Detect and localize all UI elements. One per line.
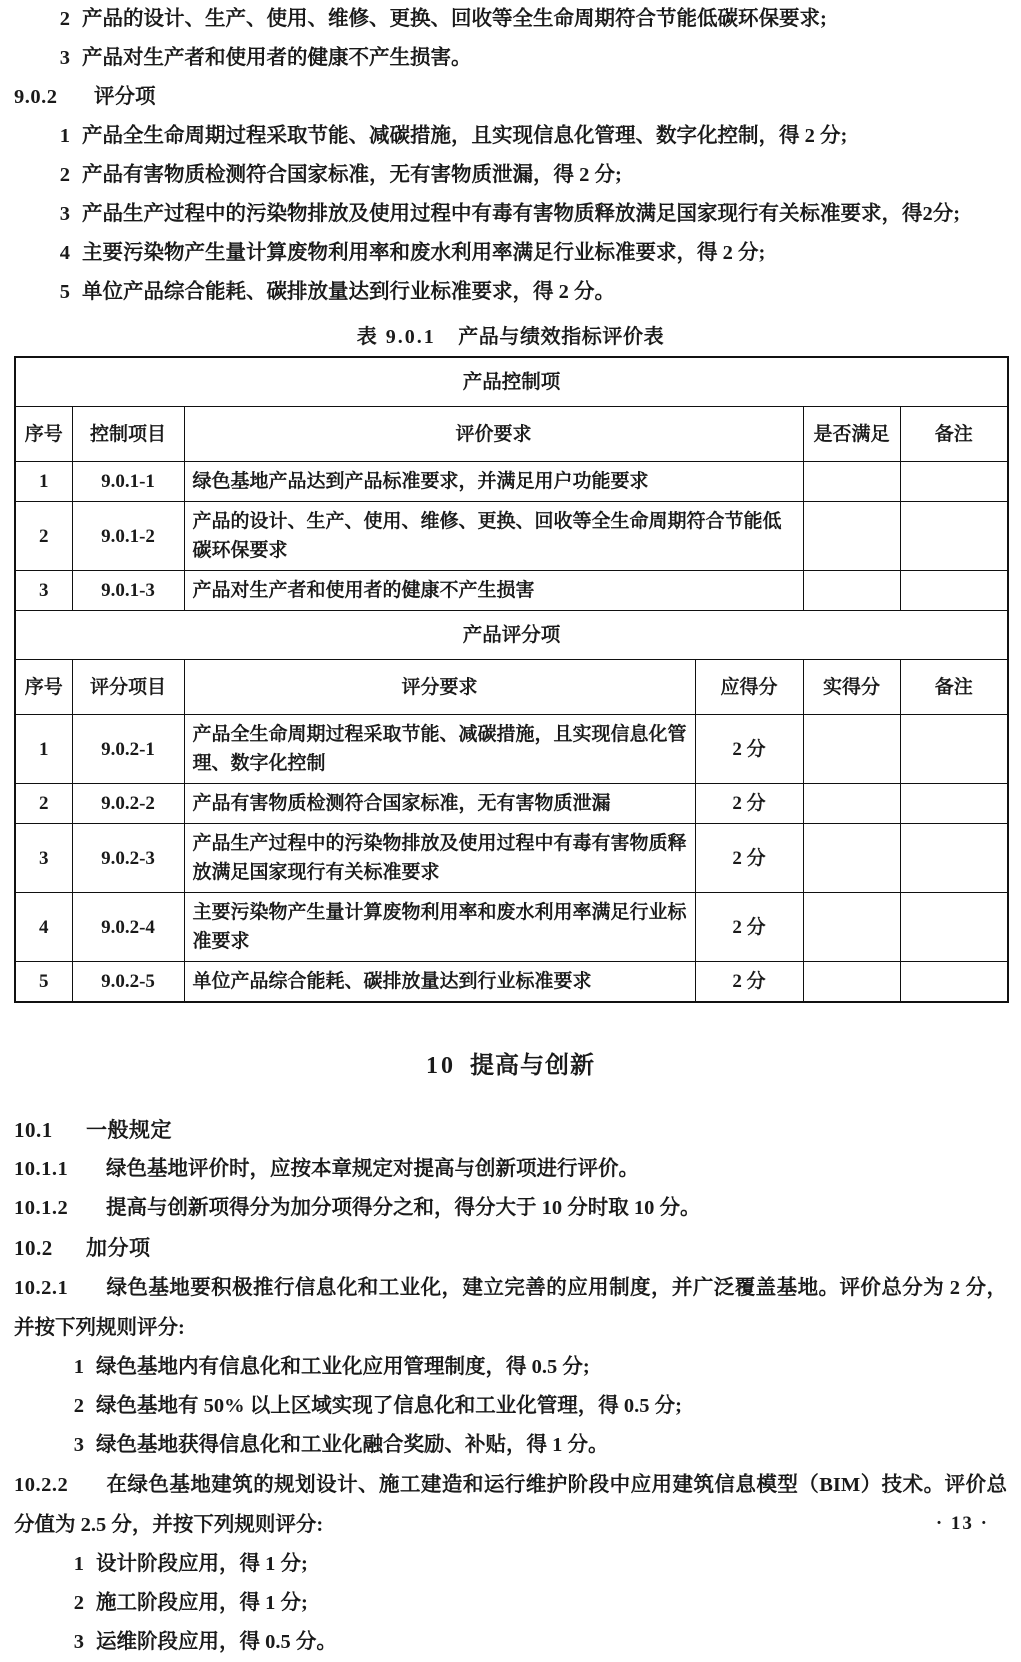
cell-seq: 3 bbox=[15, 571, 72, 611]
list-item-text: 单位产品综合能耗、碳排放量达到行业标准要求，得 2 分。 bbox=[82, 281, 615, 303]
cell-requirement: 产品生产过程中的污染物排放及使用过程中有毒有害物质释放满足国家现行有关标准要求 bbox=[184, 824, 695, 893]
list-item-text: 绿色基地内有信息化和工业化应用管理制度，得 0.5 分; bbox=[96, 1356, 590, 1378]
list-item bbox=[14, 1348, 1007, 1387]
cell-seq: 4 bbox=[15, 893, 72, 962]
cell-requirement: 产品的设计、生产、使用、维修、更换、回收等全生命周期符合节能低碳环保要求 bbox=[184, 502, 803, 571]
clause-number: 10.1.1 bbox=[14, 1158, 69, 1180]
cell-remark[interactable] bbox=[900, 571, 1008, 611]
cell-satisfied[interactable] bbox=[803, 462, 900, 502]
cell-satisfied[interactable] bbox=[803, 571, 900, 611]
clause-10-2-2-list bbox=[14, 1545, 1007, 1662]
cell-expected-score: 2 分 bbox=[695, 824, 803, 893]
list-item bbox=[14, 1623, 1007, 1662]
product-evaluation-table bbox=[14, 356, 1009, 1003]
column-header-expected-score: 应得分 bbox=[695, 660, 803, 715]
section-title: 加分项 bbox=[86, 1236, 151, 1260]
column-header-seq: 序号 bbox=[15, 660, 72, 715]
cell-score-item: 9.0.2-4 bbox=[72, 893, 184, 962]
list-item bbox=[14, 117, 1007, 156]
list-item-number: 2 bbox=[73, 1395, 84, 1417]
cell-requirement: 绿色基地产品达到产品标准要求，并满足用户功能要求 bbox=[184, 462, 803, 502]
top-list bbox=[14, 0, 1007, 78]
cell-score-item: 9.0.2-2 bbox=[72, 784, 184, 824]
clause-10-2-2 bbox=[14, 1465, 1007, 1545]
cell-control-item: 9.0.1-1 bbox=[72, 462, 184, 502]
cell-score-item: 9.0.2-3 bbox=[72, 824, 184, 893]
cell-actual-score[interactable] bbox=[803, 824, 900, 893]
chapter-number: 10 bbox=[426, 1053, 456, 1079]
list-item-number: 5 bbox=[59, 281, 70, 303]
column-header-satisfied: 是否满足 bbox=[803, 407, 900, 462]
page-number: · 13 · bbox=[935, 1513, 989, 1534]
table-band-row bbox=[15, 357, 1008, 407]
column-header-control-item: 控制项目 bbox=[72, 407, 184, 462]
list-item-number: 4 bbox=[59, 242, 70, 264]
cell-requirement: 单位产品综合能耗、碳排放量达到行业标准要求 bbox=[184, 962, 695, 1003]
cell-remark[interactable] bbox=[900, 502, 1008, 571]
section-number: 10.2 bbox=[14, 1236, 53, 1260]
clause-text: 在绿色基地建筑的规划设计、施工建造和运行维护阶段中应用建筑信息模型（BIM）技术。评价总分值为 2.5 分，并按下列规则评分: bbox=[14, 1474, 1007, 1536]
cell-remark[interactable] bbox=[900, 824, 1008, 893]
list-item bbox=[14, 39, 1007, 78]
table-row bbox=[15, 571, 1008, 611]
clause-number: 10.2.1 bbox=[14, 1277, 69, 1299]
cell-control-item: 9.0.1-3 bbox=[72, 571, 184, 611]
cell-requirement: 主要污染物产生量计算废物利用率和废水利用率满足行业标准要求 bbox=[184, 893, 695, 962]
column-header-actual-score: 实得分 bbox=[803, 660, 900, 715]
cell-expected-score: 2 分 bbox=[695, 784, 803, 824]
list-item bbox=[14, 1387, 1007, 1426]
clause-text: 绿色基地评价时，应按本章规定对提高与创新项进行评价。 bbox=[106, 1158, 639, 1180]
list-item-text: 施工阶段应用，得 1 分; bbox=[96, 1592, 308, 1614]
table-row bbox=[15, 715, 1008, 784]
table-header-row bbox=[15, 660, 1008, 715]
cell-seq: 1 bbox=[15, 462, 72, 502]
list-item-text: 产品有害物质检测符合国家标准，无有害物质泄漏，得 2 分; bbox=[82, 164, 622, 186]
list-item bbox=[14, 156, 1007, 195]
control-section-band: 产品控制项 bbox=[15, 357, 1008, 407]
list-item-number: 3 bbox=[73, 1631, 84, 1653]
cell-satisfied[interactable] bbox=[803, 502, 900, 571]
cell-actual-score[interactable] bbox=[803, 784, 900, 824]
list-item-text: 运维阶段应用，得 0.5 分。 bbox=[96, 1631, 337, 1653]
cell-actual-score[interactable] bbox=[803, 962, 900, 1003]
cell-score-item: 9.0.2-1 bbox=[72, 715, 184, 784]
chapter-heading bbox=[14, 1045, 1007, 1080]
clause-number: 10.1.2 bbox=[14, 1197, 69, 1219]
list-item-number: 3 bbox=[59, 203, 70, 225]
table-row bbox=[15, 502, 1008, 571]
column-header-remark: 备注 bbox=[900, 660, 1008, 715]
clause-10-2-1-list bbox=[14, 1348, 1007, 1465]
table-band-row bbox=[15, 611, 1008, 660]
list-item bbox=[14, 1584, 1007, 1623]
list-item-text: 产品全生命周期过程采取节能、减碳措施，且实现信息化管理、数字化控制，得 2 分; bbox=[82, 125, 848, 147]
table-caption bbox=[14, 320, 1007, 349]
list-item-number: 1 bbox=[73, 1553, 84, 1575]
clause-10-1-1 bbox=[14, 1150, 1007, 1189]
clause-number: 9.0.2 bbox=[14, 86, 58, 108]
list-item-number: 2 bbox=[59, 164, 70, 186]
table-row bbox=[15, 893, 1008, 962]
list-item-number: 1 bbox=[73, 1356, 84, 1378]
list-item-text: 主要污染物产生量计算废物利用率和废水利用率满足行业标准要求，得 2 分; bbox=[82, 242, 766, 264]
clause-10-2-1 bbox=[14, 1268, 1007, 1348]
score-section-band: 产品评分项 bbox=[15, 611, 1008, 660]
column-header-score-item: 评分项目 bbox=[72, 660, 184, 715]
cell-seq: 5 bbox=[15, 962, 72, 1003]
list-item bbox=[14, 273, 1007, 312]
list-item bbox=[14, 195, 1007, 234]
cell-requirement: 产品全生命周期过程采取节能、减碳措施，且实现信息化管理、数字化控制 bbox=[184, 715, 695, 784]
column-header-remark: 备注 bbox=[900, 407, 1008, 462]
cell-requirement: 产品对生产者和使用者的健康不产生损害 bbox=[184, 571, 803, 611]
cell-remark[interactable] bbox=[900, 462, 1008, 502]
table-row bbox=[15, 962, 1008, 1003]
clause-10-1-2 bbox=[14, 1189, 1007, 1228]
section-number: 10.1 bbox=[14, 1118, 53, 1142]
list-item-number: 2 bbox=[73, 1592, 84, 1614]
cell-seq: 3 bbox=[15, 824, 72, 893]
section-heading-10-1 bbox=[14, 1110, 1007, 1150]
clause-9-0-2 bbox=[14, 78, 1007, 117]
list-item-text: 绿色基地获得信息化和工业化融合奖励、补贴，得 1 分。 bbox=[96, 1434, 609, 1456]
list-item-text: 产品对生产者和使用者的健康不产生损害。 bbox=[82, 47, 472, 69]
clause-number: 10.2.2 bbox=[14, 1474, 69, 1496]
cell-score-item: 9.0.2-5 bbox=[72, 962, 184, 1003]
cell-remark[interactable] bbox=[900, 715, 1008, 784]
cell-actual-score[interactable] bbox=[803, 893, 900, 962]
table-header-row bbox=[15, 407, 1008, 462]
list-item-number: 3 bbox=[59, 47, 70, 69]
column-header-evaluation-requirement: 评价要求 bbox=[184, 407, 803, 462]
list-item-text: 绿色基地有 50% 以上区域实现了信息化和工业化管理，得 0.5 分; bbox=[96, 1395, 682, 1417]
cell-expected-score: 2 分 bbox=[695, 715, 803, 784]
clause-text: 绿色基地要积极推行信息化和工业化，建立完善的应用制度，并广泛覆盖基地。评价总分为 2 分，并按下列规则评分: bbox=[14, 1277, 1007, 1339]
list-item bbox=[14, 0, 1007, 39]
list-item-number: 2 bbox=[59, 8, 70, 30]
table-row bbox=[15, 462, 1008, 502]
cell-seq: 2 bbox=[15, 502, 72, 571]
list-item-text: 设计阶段应用，得 1 分; bbox=[96, 1553, 308, 1575]
cell-requirement: 产品有害物质检测符合国家标准，无有害物质泄漏 bbox=[184, 784, 695, 824]
clause-9-0-2-list bbox=[14, 117, 1007, 312]
cell-expected-score: 2 分 bbox=[695, 962, 803, 1003]
column-header-seq: 序号 bbox=[15, 407, 72, 462]
clause-title: 评分项 bbox=[94, 86, 156, 108]
list-item-text: 产品的设计、生产、使用、维修、更换、回收等全生命周期符合节能低碳环保要求; bbox=[82, 8, 827, 30]
clause-text: 提高与创新项得分为加分项得分之和，得分大于 10 分时取 10 分。 bbox=[106, 1197, 701, 1219]
list-item-number: 1 bbox=[59, 125, 70, 147]
section-title: 一般规定 bbox=[86, 1118, 172, 1142]
cell-remark[interactable] bbox=[900, 962, 1008, 1003]
list-item-text: 产品生产过程中的污染物排放及使用过程中有毒有害物质释放满足国家现行有关标准要求，得2分; bbox=[82, 203, 961, 225]
column-header-score-requirement: 评分要求 bbox=[184, 660, 695, 715]
list-item-number: 3 bbox=[73, 1434, 84, 1456]
section-heading-10-2 bbox=[14, 1228, 1007, 1268]
table-caption-title: 产品与绩效指标评价表 bbox=[458, 326, 665, 348]
cell-actual-score[interactable] bbox=[803, 715, 900, 784]
list-item bbox=[14, 234, 1007, 273]
cell-expected-score: 2 分 bbox=[695, 893, 803, 962]
cell-remark[interactable] bbox=[900, 784, 1008, 824]
table-row bbox=[15, 784, 1008, 824]
list-item bbox=[14, 1545, 1007, 1584]
cell-control-item: 9.0.1-2 bbox=[72, 502, 184, 571]
table-caption-number: 表 9.0.1 bbox=[356, 326, 436, 348]
chapter-title: 提高与创新 bbox=[470, 1053, 595, 1079]
table-row bbox=[15, 824, 1008, 893]
cell-remark[interactable] bbox=[900, 893, 1008, 962]
cell-seq: 1 bbox=[15, 715, 72, 784]
list-item bbox=[14, 1426, 1007, 1465]
cell-seq: 2 bbox=[15, 784, 72, 824]
